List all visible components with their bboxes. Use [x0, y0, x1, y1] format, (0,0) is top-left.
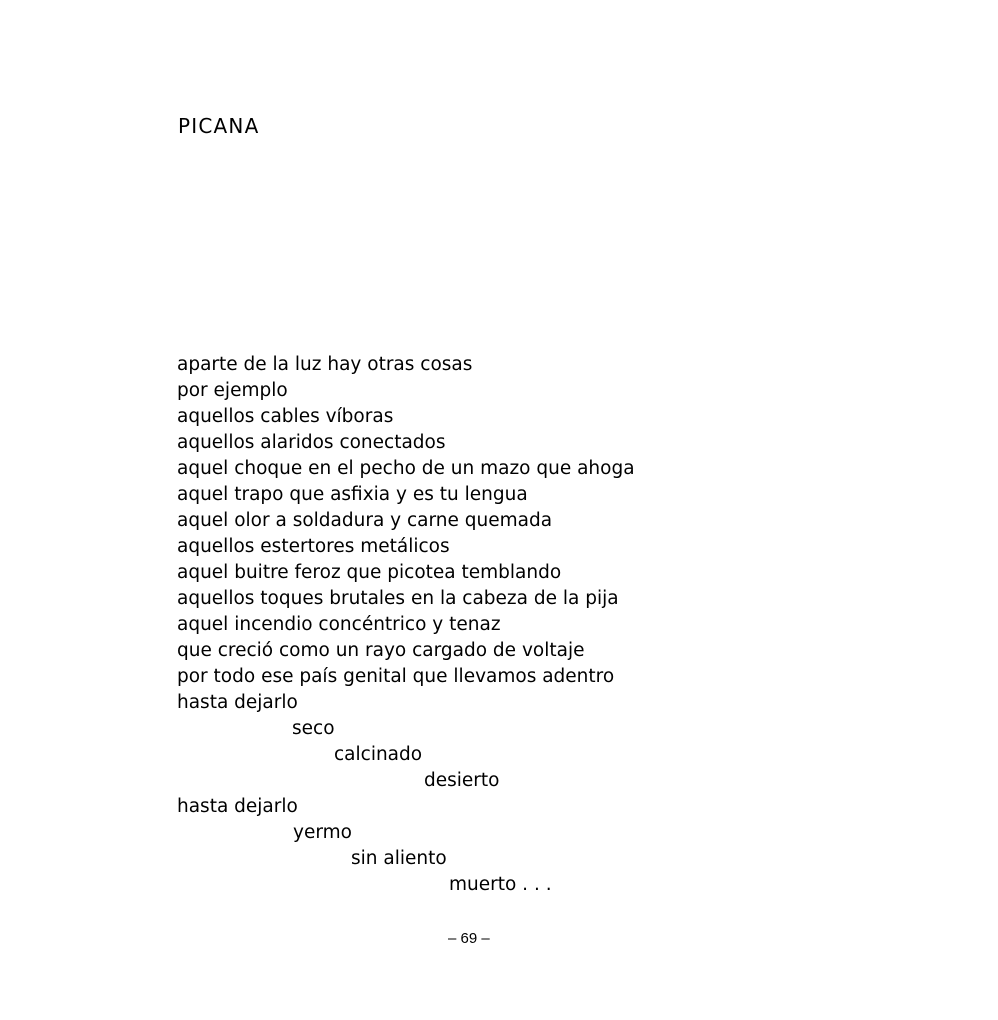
- poem-line-indented: yermo: [293, 822, 352, 843]
- poem-line: aquellos toques brutales en la cabeza de la pija: [177, 588, 619, 609]
- poem-line-indented: desierto: [424, 770, 500, 791]
- poem-line: aquellos estertores metálicos: [177, 536, 450, 557]
- poem-line: aquel trapo que asfixia y es tu lengua: [177, 484, 528, 505]
- poem-line-indented: muerto . . .: [449, 874, 552, 895]
- page-number: – 69 –: [448, 930, 490, 947]
- poem-line: que creció como un rayo cargado de voltaje: [177, 640, 585, 661]
- poem-line: hasta dejarlo: [177, 692, 298, 713]
- poem-line: aquel choque en el pecho de un mazo que ahoga: [177, 458, 635, 479]
- poem-line: aquel buitre feroz que picotea temblando: [177, 562, 562, 583]
- poem-line: por todo ese país genital que llevamos adentro: [177, 666, 615, 687]
- poem-body: [177, 352, 877, 898]
- poem-line: aquellos cables víboras: [177, 406, 394, 427]
- poem-line-indented: sin aliento: [351, 848, 447, 869]
- poem-title: PICANA: [178, 114, 260, 138]
- poem-line-indented: calcinado: [334, 744, 423, 765]
- poem-line: por ejemplo: [177, 380, 288, 401]
- poem-line: aquel incendio concéntrico y tenaz: [177, 614, 501, 635]
- poem-line: aparte de la luz hay otras cosas: [177, 354, 473, 375]
- poem-line-indented: seco: [292, 718, 335, 739]
- poem-line: aquel olor a soldadura y carne quemada: [177, 510, 553, 531]
- poem-line: aquellos alaridos conectados: [177, 432, 446, 453]
- poem-line: hasta dejarlo: [177, 796, 298, 817]
